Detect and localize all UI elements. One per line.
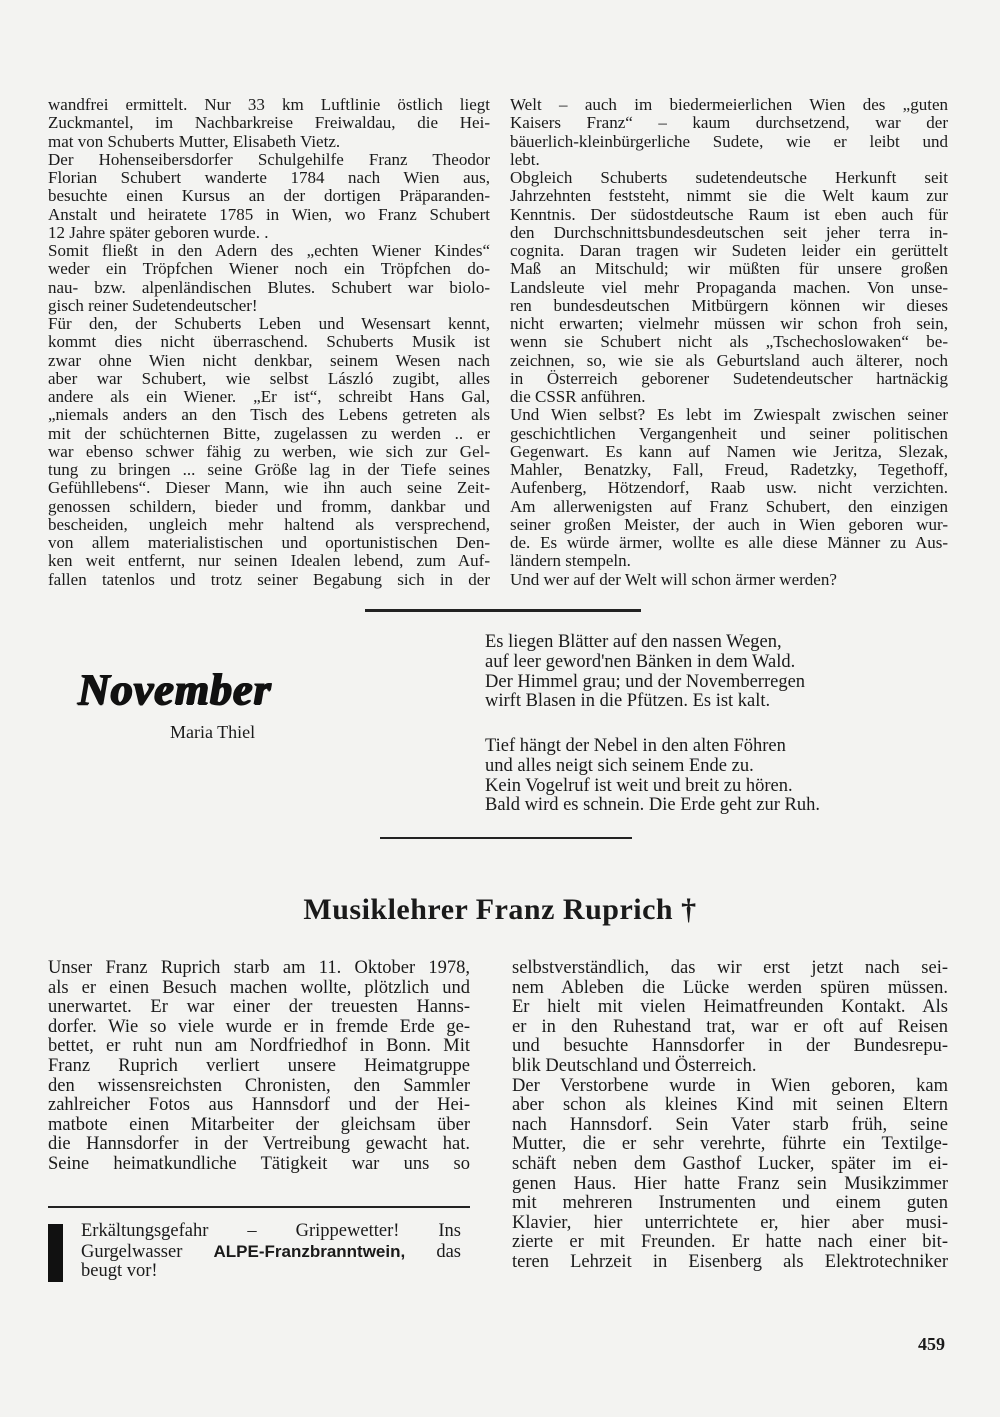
poem-stanza [485, 737, 820, 816]
ad-bar [48, 1224, 63, 1282]
text-line: den wissensreichsten Chronisten, den Sammler [48, 1075, 470, 1096]
text-line: Für den, der Schuberts Leben und Wesensart kennt, [48, 314, 490, 333]
text-line: Seine heimatkundliche Tätigkeit war uns so [48, 1153, 470, 1174]
text-line: wenn sie Schubert nicht als „Tschechoslowaken“ be- [510, 332, 948, 352]
paragraph [510, 406, 948, 570]
text-line: aber war Schubert, wie selbst László zugibt, alles [48, 368, 490, 388]
text-line: cognita. Daran tragen wir Sudeten leider ein gerüttelt [510, 241, 948, 260]
divider-rule [365, 609, 641, 612]
text-line: kommt dies nicht überraschend. Schuberts Musik ist [48, 332, 490, 352]
poem-line: wirft Blasen in die Pfützen. Es ist kalt. [485, 691, 771, 712]
ad-line: beugt vor! [81, 1261, 158, 1282]
text-line: die CSSR anführen. [510, 387, 646, 406]
poem-stanza [485, 633, 805, 712]
ad-text [81, 1222, 461, 1282]
article-right-column [510, 96, 948, 589]
ad-line [81, 1242, 461, 1263]
text-line: Zuckmantel, im Nachbarkreise Freiwaldau, die Hei- [48, 113, 490, 133]
text-line: bescheiden, ungleich mehr haltend als versprechend, [48, 514, 490, 534]
paragraph [48, 151, 490, 242]
text-line: Der Hohenseibersdorfer Schulgehilfe Franz Theodor [48, 149, 490, 169]
poem-line: Bald wird es schnein. Die Erde geht zur Ruh. [485, 795, 820, 816]
text-line: aber schon als kleines Kind mit seinen Eltern [512, 1095, 948, 1116]
text-line: den Durchschnittsbundesdeutschen seit jeher terra in- [510, 222, 948, 242]
text-line: fallen tatenlos und trotz seiner Begabung sich in der [48, 569, 490, 589]
poem-author: Maria Thiel [170, 722, 256, 742]
text-line: zahlreicher Fotos aus Hannsdorf und der Hei- [48, 1095, 470, 1116]
text-line: schäft neben dem Gasthof Lucker, später im ei- [512, 1153, 948, 1174]
text-line: selbstverständlich, das wir erst jetzt nach sei- [512, 958, 948, 978]
text-line: Aufenberg, Hötzendorf, Raab usw. nicht verzichten. [510, 478, 948, 498]
text-line: Landsleute viel mehr Propaganda machen. Von unse- [510, 277, 948, 297]
text-line: bettet, er ruht nun am Nordfriedhof in Bonn. Mit [48, 1036, 470, 1057]
text-line: zwar ohne Wien nicht denkbar, seinem Wesen nach [48, 350, 490, 370]
paragraph [48, 959, 470, 1175]
paragraph [510, 571, 948, 589]
obituary-right-column [512, 959, 948, 1273]
poem-line: Es liegen Blätter auf den nassen Wegen, [485, 632, 782, 652]
text-line: Jahrzehnten feststeht, nimmt sie die Welt kaum zur [510, 186, 948, 206]
text-line: genen Haus. Hier hatte Franz sein Musikzimmer [512, 1173, 948, 1194]
ad-text-pre: Gurgelwasser [81, 1241, 214, 1262]
text-line: de. Es würde ärmer, wollte es alle diese Männer zu Aus- [510, 533, 948, 552]
text-line: Und wer auf der Welt will schon ärmer werden? [510, 569, 837, 589]
text-line: dorfer. Wie so viele wurde er in fremde Erde ge- [48, 1016, 470, 1037]
text-line: von allem materialistischen und oportunistischen Den- [48, 533, 490, 552]
text-line: Mahler, Benatzky, Fall, Freud, Radetzky, Tegethoff, [510, 460, 948, 479]
text-line: mit mehreren Instrumenten und einem guten [512, 1193, 948, 1214]
text-line: lebt. [510, 149, 540, 169]
poem-line: Tief hängt der Nebel in den alten Föhren [485, 736, 786, 756]
poem-line: auf leer geword'nen Bänken in dem Wald. [485, 651, 796, 672]
text-line: „niemals anders an den Tisch des Lebens getreten als [48, 405, 490, 425]
page-number: 459 [918, 1334, 945, 1354]
text-line: geschichtlichen Vergangenheit und seiner politischen [510, 423, 948, 443]
text-line: nicht erwarten; vielmehr müssen wir schon froh sein, [510, 314, 948, 333]
paragraph [48, 242, 490, 315]
text-line: Obgleich Schuberts sudetendeutsche Herkunft seit [510, 168, 948, 187]
poem-title: November [78, 665, 272, 714]
text-line: mat von Schuberts Mutter, Elisabeth Vietz. [48, 131, 341, 151]
text-line: mit der schüchternen Bitte, zugelassen zu werden .. er [48, 423, 490, 443]
obituary-title: Musiklehrer Franz Ruprich † [303, 893, 697, 926]
text-line: als er einen Besuch machen wollte, plötzlich und [48, 977, 470, 998]
paragraph [510, 96, 948, 169]
text-line: seiner großen Meister, der auch in Wien geboren wur- [510, 514, 948, 534]
text-line: Somit fließt in den Adern des „echten Wiener Kindes“ [48, 241, 490, 260]
text-line: die Hannsdorfer in der Vertreibung gewacht hat. [48, 1134, 470, 1155]
text-line: er in den Ruhestand trat, war er oft auf Reisen [512, 1016, 948, 1037]
text-line: Und Wien selbst? Es lebt im Zwiespalt zwischen seiner [510, 405, 948, 425]
text-line: tung zu bringen ... seine Größe lag in der Tiefe seines [48, 460, 490, 479]
text-line: Kenntnis. Der südostdeutsche Raum ist eben auch für [510, 204, 948, 224]
text-line: ken weit entfernt, nur seinen Idealen lebend, zum Auf- [48, 551, 490, 571]
text-line: ländern stempeln. [510, 551, 631, 571]
text-line: ren bundesdeutschen Mitbürgern können wir dieses [510, 295, 948, 315]
text-line: Mutter, die er sehr verehrte, führte ein Textilge- [512, 1134, 948, 1155]
poem-line: und alles neigt sich seinem Ende zu. [485, 755, 754, 776]
text-line: Klavier, hier unterrichtete er, hier aber musi- [512, 1212, 948, 1233]
text-line: war ebenso schwer fähig zu werben, wie sich zur Gel- [48, 441, 490, 461]
text-line: gisch reiner Sudetendeutscher! [48, 295, 258, 315]
poem-line: Der Himmel grau; und der Novemberregen [485, 671, 806, 692]
text-line: besuchte einen Kursus an der dortigen Präparanden- [48, 186, 490, 206]
text-line: 12 Jahre später geboren wurde. . [48, 222, 269, 242]
article-left-column [48, 96, 490, 589]
text-line: unerwartet. Er war einer der treuesten Hanns- [48, 997, 470, 1018]
text-line: matbote einen Mitarbeiter der gleichsam über [48, 1114, 470, 1135]
paragraph [512, 959, 948, 1077]
text-line: Anstalt und heiratete 1785 in Wien, wo Franz Schubert [48, 204, 490, 224]
divider-rule [380, 837, 632, 839]
text-line: in Österreich geborener Sudetendeutscher hartnäckig [510, 368, 948, 388]
text-line: zierte er mit Freunden. Er hatte nach einer bit- [512, 1232, 948, 1253]
divider-rule [48, 1206, 470, 1208]
text-line: Er hielt mit vielen Heimatfreunden Kontakt. Als [512, 997, 948, 1018]
text-line: nach Hannsdorf. Sein Vater starb früh, seine [512, 1114, 948, 1135]
text-line: nem Ableben die Lücke werden spüren müssen. [512, 977, 948, 998]
text-line: Unser Franz Ruprich starb am 11. Oktober 1978, [48, 958, 470, 978]
paragraph [48, 96, 490, 151]
paragraph [48, 315, 490, 589]
text-line: nau- bzw. alpenländischen Blutes. Schubert war biolo- [48, 277, 490, 297]
text-line: weder ein Tröpfchen Wiener noch ein Tröpfchen do- [48, 259, 490, 279]
ad-text-post: das [405, 1241, 461, 1262]
text-line: Kaisers Franz“ – kaum durchsetzend, war der [510, 113, 948, 133]
ad-brand: ALPE-Franzbranntwein, [213, 1241, 406, 1261]
text-line: genossen schildern, bieder und fromm, dankbar und [48, 496, 490, 516]
poem-line: Kein Vogelruf ist weit und breit zu hören. [485, 775, 793, 796]
text-line: Maß an Mitschuld; wir müßten für unsere großen [510, 259, 948, 279]
text-line: andere als ein Wiener. „Er ist“, schreibt Hans Gal, [48, 387, 490, 406]
text-line: bäuerlich-kleinbürgerliche Sudete, wie er leibt und [510, 131, 948, 151]
text-line: Am allerwenigsten auf Franz Schubert, den einzigen [510, 496, 948, 516]
text-line: Gegenwart. Es kann auf Namen wie Jeritza, Slezak, [510, 441, 948, 461]
text-line: Welt – auch im biedermeierlichen Wien des „guten [510, 95, 948, 114]
text-line: Der Verstorbene wurde in Wien geboren, kam [512, 1075, 948, 1096]
paragraph [510, 169, 948, 406]
text-line: Gefühllebens“. Dieser Mann, wie ihn auch seine Zeit- [48, 478, 490, 498]
text-line: und besuchte Hannsdorfer in der Bundesrepu- [512, 1036, 948, 1057]
text-line: teren Lehrzeit in Eisenberg als Elektrotechniker [512, 1251, 948, 1272]
ad-line: Erkältungsgefahr – Grippewetter! Ins [81, 1221, 461, 1241]
text-line: wandfrei ermittelt. Nur 33 km Luftlinie östlich liegt [48, 95, 490, 114]
text-line: Florian Schubert wanderte 1784 nach Wien aus, [48, 168, 490, 187]
text-line: Franz Ruprich verliert unsere Heimatgruppe [48, 1055, 470, 1076]
obituary-left-column [48, 959, 470, 1175]
paragraph [512, 1077, 948, 1273]
text-line: blik Deutschland und Österreich. [512, 1055, 757, 1076]
text-line: zeichnen, so, wie sie als Geburtsland auch älterer, noch [510, 350, 948, 370]
